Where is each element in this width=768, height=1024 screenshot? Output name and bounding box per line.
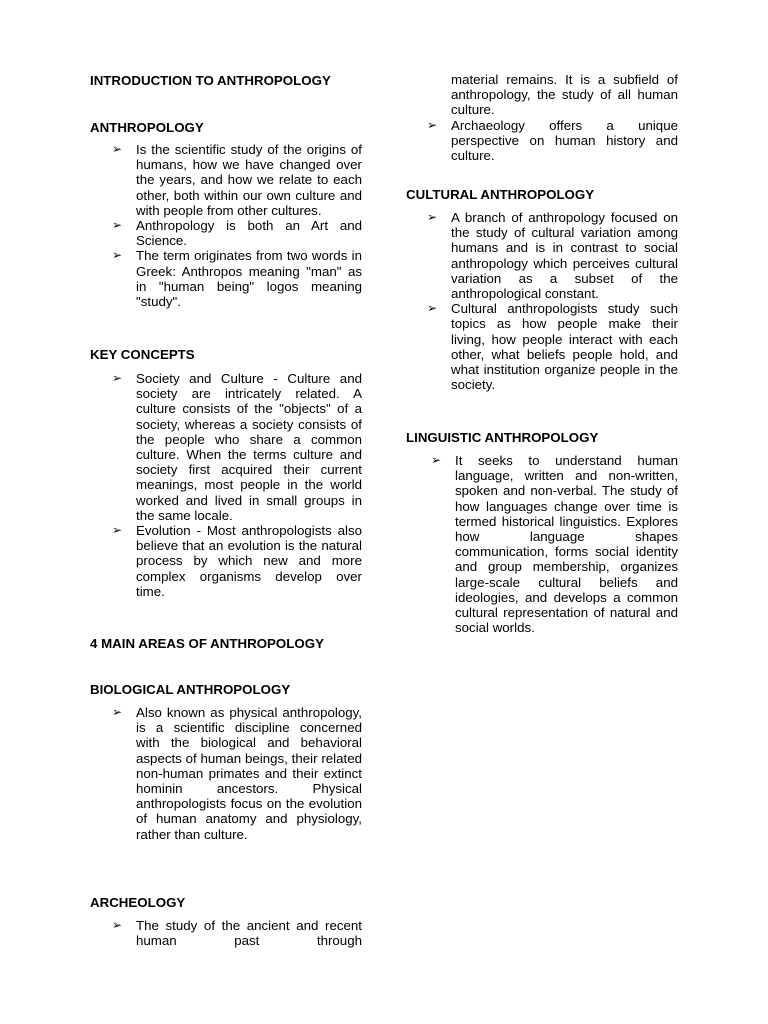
list-item: ➢ Society and Culture - Culture and society are intricately related. A culture consists of the "objects" of a society, whereas a society consists of the people who share a common culture. When the terms culture and society first acquired their current meanings, most people in the world worked and lived in small groups in the same locale. bbox=[112, 371, 362, 523]
arrow-bullet-icon: ➢ bbox=[112, 705, 123, 719]
arrow-bullet-icon: ➢ bbox=[112, 248, 123, 263]
biological-heading: BIOLOGICAL ANTHROPOLOGY bbox=[90, 682, 291, 697]
biological-list bbox=[112, 705, 362, 842]
arrow-bullet-icon: ➢ bbox=[427, 210, 438, 224]
list-item: ➢ The term originates from two words in Greek: Anthropos meaning "man" as in "human being" logos meaning "study". bbox=[112, 248, 362, 310]
list-item: ➢ Also known as physical anthropology, is a scientific discipline concerned with the biological and behavioral aspects of human beings, their related non-human primates and their extinct hominin ancestors. Physical anthropologists focus on the evolution of human anatomy and physiology, rather than culture. bbox=[112, 705, 362, 842]
arrow-bullet-icon: ➢ bbox=[427, 301, 438, 316]
arrow-bullet-icon: ➢ bbox=[112, 218, 123, 233]
anthropology-list bbox=[112, 142, 362, 309]
archeology-continued-list bbox=[427, 118, 678, 164]
arrow-bullet-icon: ➢ bbox=[112, 371, 123, 385]
key-concepts-list bbox=[112, 371, 362, 599]
list-item: ➢ The study of the ancient and recent human past through bbox=[112, 918, 362, 949]
list-item: ➢ Is the scientific study of the origins of humans, how we have changed over the years, and how we relate to each other, both within our own culture and with people from other cultures. bbox=[112, 142, 362, 218]
linguistic-list bbox=[431, 453, 678, 635]
arrow-bullet-icon: ➢ bbox=[427, 118, 438, 132]
anthropology-heading: ANTHROPOLOGY bbox=[90, 120, 204, 135]
list-item: ➢ Anthropology is both an Art and Science. bbox=[112, 218, 362, 249]
arrow-bullet-icon: ➢ bbox=[431, 453, 442, 467]
arrow-bullet-icon: ➢ bbox=[112, 918, 123, 932]
list-item: ➢ Cultural anthropologists study such topics as how people make their living, how people interact with each other, what beliefs people hold, and what institution organize people in the society. bbox=[427, 301, 678, 393]
arrow-bullet-icon: ➢ bbox=[112, 142, 123, 156]
list-item: ➢ Evolution - Most anthropologists also believe that an evolution is the natural process by which new and more complex organisms develop over time. bbox=[112, 523, 362, 599]
list-item: ➢ Archaeology offers a unique perspective on human history and culture. bbox=[427, 118, 678, 164]
cultural-heading: CULTURAL ANTHROPOLOGY bbox=[406, 187, 595, 202]
list-item: ➢ It seeks to understand human language, written and non-written, spoken and non-verbal. The study of how languages change over time is termed historical linguistics. Explores how language shapes communication, forms social identity and group membership, organizes large-scale cultural beliefs and ideologies, and develops a common cultural representation of natural and social worlds. bbox=[431, 453, 678, 636]
archeology-heading: ARCHEOLOGY bbox=[90, 895, 186, 910]
key-concepts-heading: KEY CONCEPTS bbox=[90, 347, 195, 362]
list-item: ➢ A branch of anthropology focused on the study of cultural variation among humans and is in contrast to social anthropology which perceives cultural variation as a subset of the anthropological constant. bbox=[427, 210, 678, 302]
main-areas-heading: 4 MAIN AREAS OF ANTHROPOLOGY bbox=[90, 636, 324, 651]
cultural-list bbox=[427, 210, 678, 392]
arrow-bullet-icon: ➢ bbox=[112, 523, 123, 538]
document-title: INTRODUCTION TO ANTHROPOLOGY bbox=[90, 73, 331, 88]
archeology-continued-text: material remains. It is a subfield of anthropology, the study of all human culture. bbox=[451, 72, 678, 118]
linguistic-heading: LINGUISTIC ANTHROPOLOGY bbox=[406, 430, 599, 445]
archeology-list bbox=[112, 918, 362, 948]
